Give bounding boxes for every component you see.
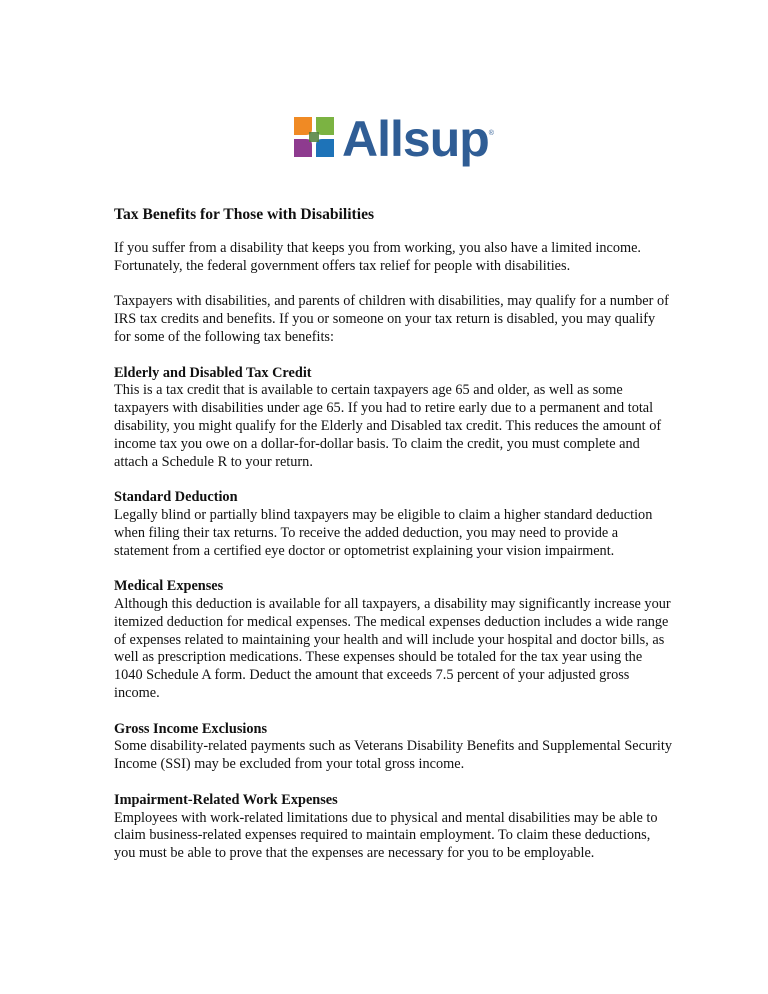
section-medical-expenses	[114, 578, 674, 703]
document-body	[114, 206, 674, 881]
intro-paragraph-2: Taxpayers with disabilities, and parents of children with disabilities, may qualify for a number of IRS tax credits and benefits. If you or someone on your tax return is disabled, you may qualify for some of the following tax benefits:	[114, 293, 669, 345]
section-gross-income-exclusions	[114, 721, 674, 774]
section-heading: Gross Income Exclusions	[114, 720, 268, 737]
document-title: Tax Benefits for Those with Disabilities	[114, 206, 375, 223]
section-heading: Medical Expenses	[114, 578, 224, 595]
section-body: Although this deduction is available for all taxpayers, a disability may significantly increase your itemized deduction for medical expenses. The medical expenses deduction includes a wide range of expenses related to maintaining your health and will include your hospital and doctor bills, as well as prescription medications. These expenses should be totaled for the tax year using the 1040 Schedule A form. Deduct the amount that exceeds 7.5 percent of your adjusted gross income.	[114, 595, 671, 701]
section-elderly-disabled-credit	[114, 365, 674, 472]
allsup-logo-mark-icon	[292, 115, 336, 159]
section-impairment-work-expenses	[114, 792, 674, 863]
section-heading: Elderly and Disabled Tax Credit	[114, 364, 312, 381]
section-body: Some disability-related payments such as Veterans Disability Benefits and Supplemental Security Income (SSI) may be excluded from your total gross income.	[114, 738, 672, 773]
section-heading: Impairment-Related Work Expenses	[114, 791, 338, 808]
section-standard-deduction	[114, 489, 674, 560]
section-body: Employees with work-related limitations due to physical and mental disabilities may be able to claim business-related expenses required to maintain employment. To claim these deductions, you must be able to prove that the expenses are necessary for you to be employable.	[114, 809, 658, 862]
intro-paragraph-1: If you suffer from a disability that keeps you from working, you also have a limited income. Fortunately, the federal government offers tax relief for people with disabilities.	[114, 240, 642, 274]
section-heading: Standard Deduction	[114, 489, 238, 506]
logo-wordmark: Allsup	[342, 111, 489, 167]
section-body: This is a tax credit that is available to certain taxpayers age 65 and older, as well as some taxpayers with disabilities under age 65. If you had to retire early due to a permanent and total disability, you might qualify for the Elderly and Disabled tax credit. This reduces the amount of income tax you owe on a dollar-for-dollar basis. To claim the credit, you must complete and attach a Schedule R to your return.	[114, 382, 662, 470]
logo-registered-mark: ®	[488, 130, 494, 137]
allsup-logo	[292, 111, 494, 167]
section-body: Legally blind or partially blind taxpayers may be eligible to claim a higher standard deduction when filing their tax returns. To receive the added deduction, you may need to provide a statement from a certified eye doctor or optometrist explaining your vision impairment.	[114, 506, 653, 559]
